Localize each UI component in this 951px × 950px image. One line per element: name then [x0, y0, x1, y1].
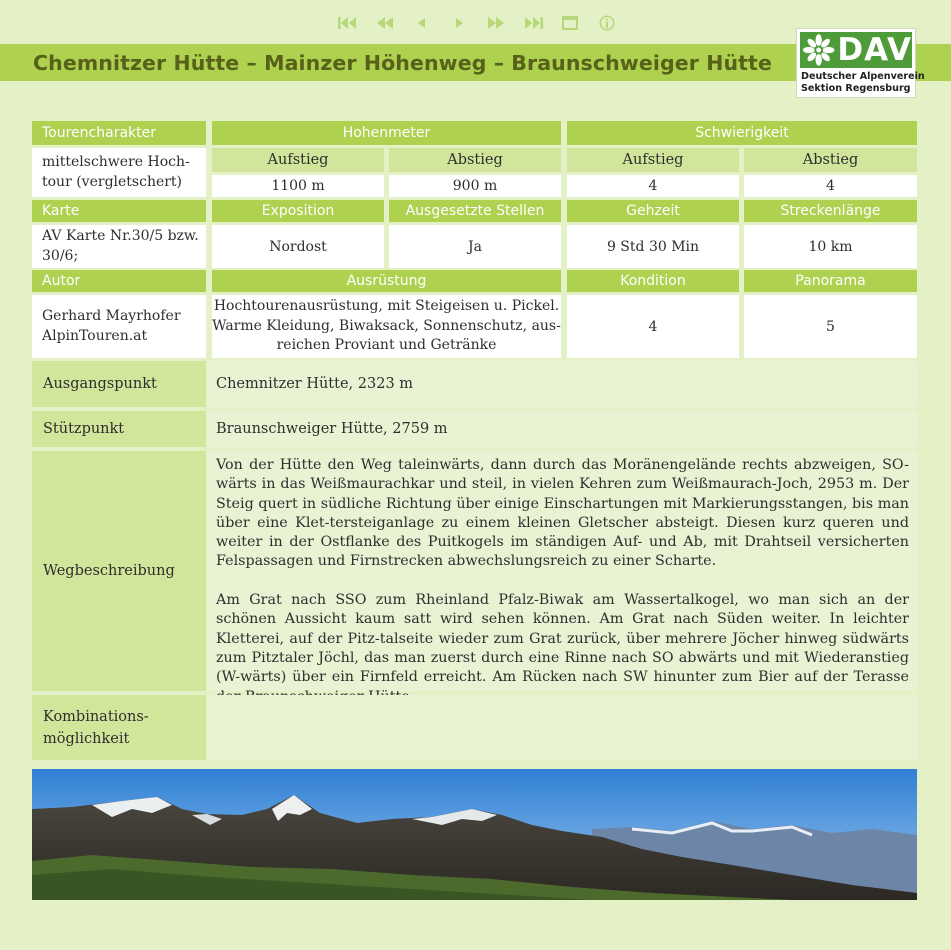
header-gehzeit: Gehzeit [567, 200, 739, 222]
first-page-button[interactable] [333, 11, 363, 35]
navigation-toolbar [333, 10, 629, 36]
header-panorama: Panorama [744, 270, 917, 292]
header-hohenmeter: Hohenmeter [212, 121, 561, 145]
next-button[interactable] [444, 11, 474, 35]
header-ausruestung: Ausrüstung [212, 270, 561, 292]
info-icon [596, 14, 618, 32]
ausruestung-value: Hochtourenausrüstung, mit Steigeisen u. Pickel. Warme Kleidung, Biwaksack, Sonnenschutz, aus- reichen Proviant und Getränke [212, 295, 561, 358]
header-schwierigkeit: Schwierigkeit [567, 121, 917, 145]
logo-line-1: Deutscher Alpenverein [801, 71, 925, 82]
ausgesetzte-stellen-value: Ja [389, 225, 561, 268]
hm-aufstieg-value: 1100 m [212, 175, 384, 197]
subheader-sw-aufstieg: Aufstieg [567, 148, 739, 172]
window-icon [559, 15, 581, 31]
kombination-label: Kombinations- möglichkeit [32, 695, 206, 760]
sw-abstieg-value: 4 [744, 175, 917, 197]
ausgangspunkt-value: Chemnitzer Hütte, 2323 m [207, 361, 917, 407]
header-exposition: Exposition [212, 200, 384, 222]
subheader-hm-abstieg: Abstieg [389, 148, 561, 172]
stuetzpunkt-label: Stützpunkt [32, 411, 206, 447]
kondition-value: 4 [567, 295, 739, 358]
logo-green-box [800, 32, 912, 68]
gehzeit-value: 9 Std 30 Min [567, 225, 739, 268]
subheader-sw-abstieg: Abstieg [744, 148, 917, 172]
page-title: Chemnitzer Hütte – Mainzer Höhenweg – Braunschweiger Hütte [33, 51, 772, 75]
logo-line-2: Sektion Regensburg [801, 83, 911, 94]
last-page-icon [522, 15, 544, 31]
sw-aufstieg-value: 4 [567, 175, 739, 197]
autor-value: Gerhard Mayrhofer AlpinTouren.at [32, 295, 206, 358]
header-karte: Karte [32, 200, 206, 222]
prev-icon [411, 15, 433, 31]
fast-forward-button[interactable] [481, 11, 511, 35]
wegbeschreibung-paragraph-2: Am Grat nach SSO zum Rheinland Pfalz-Biwak am Wassertalkogel, wo man sich an der schönen Aussicht kaum satt wird sehen können. Am Grat nach Süden weiter. In leichter Kletterei, auf der Pitz-talseite wieder zum Grat zurück, über mehrere Jöcher hinweg südwärts zum Pitztaler Jöchl, das man zuerst durch eine Rinne nach SO abwärts und mit Wiederanstieg (W-wärts) über ein Firnfeld erreicht. Am Rücken nach SW hinunter zum Bier auf der Terasse [216, 592, 909, 686]
window-button[interactable] [555, 11, 585, 35]
ausgangspunkt-label: Ausgangspunkt [32, 361, 206, 407]
fast-forward-icon [485, 15, 507, 31]
tourencharakter-value: mittelschwere Hoch- tour (vergletschert) [32, 148, 206, 197]
wegbeschreibung-label: Wegbeschreibung [32, 451, 206, 691]
last-page-button[interactable] [518, 11, 548, 35]
kombination-value [207, 695, 917, 760]
header-ausgesetzte-stellen: Ausgesetzte Stellen [389, 200, 561, 222]
info-button[interactable] [592, 11, 622, 35]
wegbeschreibung-paragraph-1: Von der Hütte den Weg taleinwärts, dann durch das Moränengelände rechts abzweigen, SO-wärts in das Weißmaurachkar und steil, in vielen Kehren zum Weißmaurach-Joch, 2953 m. Der Steig quert in südliche Richtung über einige Einschartungen mit Markierungsstangen, bis man über eine Klet-tersteiganlage zu einem kleinen Gletscher absteigt. Diesen kurz queren und weiter in der Ostflanke des Puitkogels im ständigen Auf- und Ab, mit Drahtseil versicherten Felspassagen und Firnstrecken abwechslungsreich zu einer Scharte. [216, 457, 909, 570]
header-kondition: Kondition [567, 270, 739, 292]
first-page-icon [337, 15, 359, 31]
stuetzpunkt-value: Braunschweiger Hütte, 2759 m [207, 411, 917, 447]
header-streckenlaenge: Streckenlänge [744, 200, 917, 222]
subheader-hm-aufstieg: Aufstieg [212, 148, 384, 172]
header-autor: Autor [32, 270, 206, 292]
mountain-panorama-image [32, 769, 917, 900]
wegbeschreibung-text [207, 451, 917, 691]
dav-logo [796, 28, 925, 98]
karte-value: AV Karte Nr.30/5 bzw. 30/6; [32, 225, 206, 268]
edelweiss-icon [802, 33, 835, 67]
fast-back-icon [374, 15, 396, 31]
logo-letters: DAV [837, 32, 912, 68]
streckenlaenge-value: 10 km [744, 225, 917, 268]
panorama-value: 5 [744, 295, 917, 358]
fast-back-button[interactable] [370, 11, 400, 35]
exposition-value: Nordost [212, 225, 384, 268]
hm-abstieg-value: 900 m [389, 175, 561, 197]
prev-button[interactable] [407, 11, 437, 35]
next-icon [448, 15, 470, 31]
header-tourencharakter: Tourencharakter [32, 121, 206, 145]
